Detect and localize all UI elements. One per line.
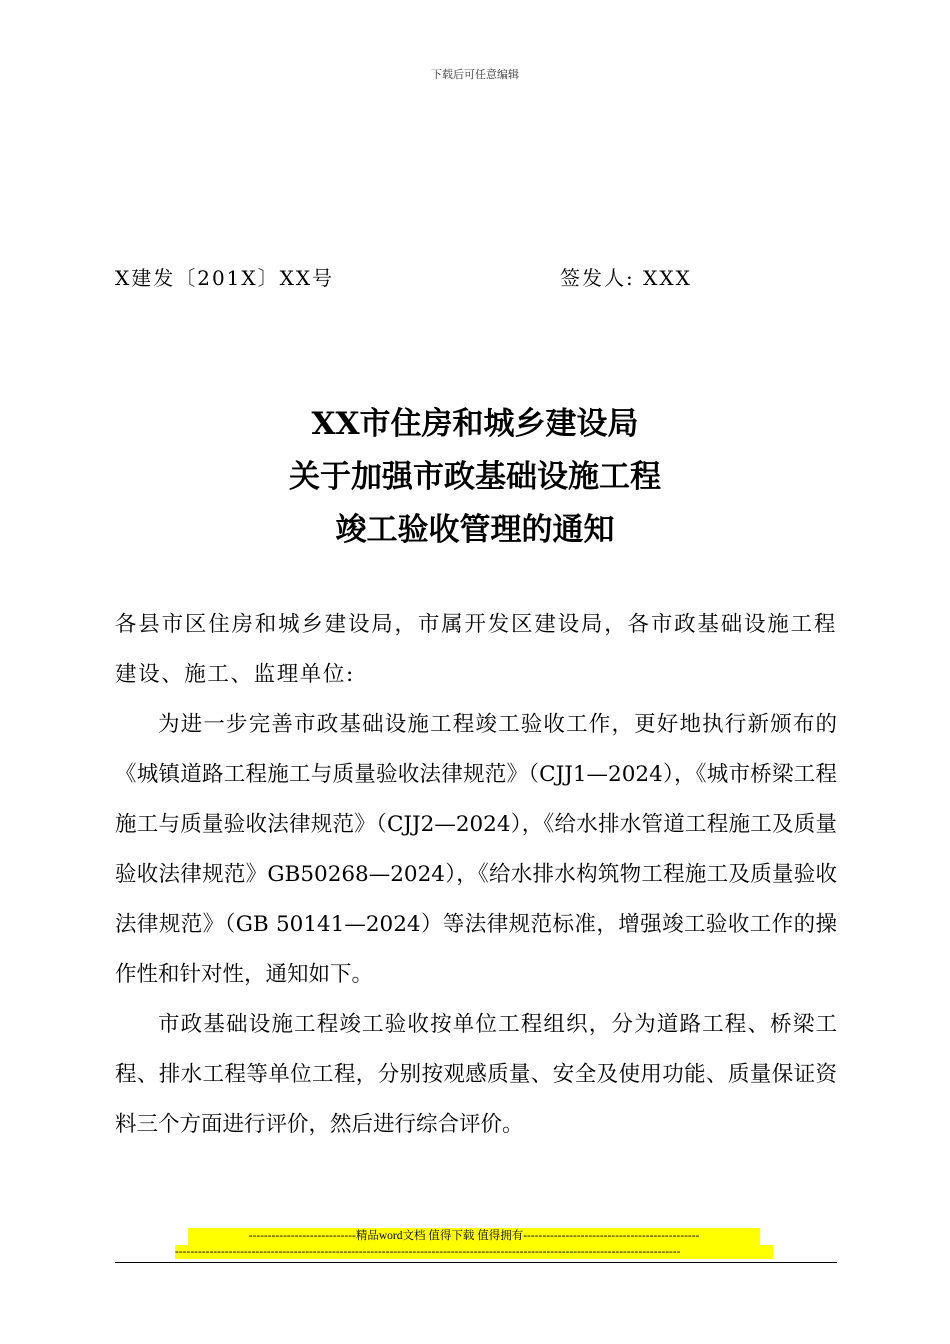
document-title [0,398,950,557]
body-paragraph-2: 市政基础设施工程竣工验收按单位工程组织，分为道路工程、桥梁工程、排水工程等单位工程，分别按观感质量、安全及使用功能、质量保证资料三个方面进行评价，然后进行综合评价。 [115,1012,837,1137]
body-paragraph-1: 为进一步完善市政基础设施工程竣工验收工作，更好地执行新颁布的《城镇道路工程施工与质量验收法律规范》（CJJ1—2024），《城市桥梁工程施工与质量验收法律规范》（CJJ2—2024），《给水排水管道工程施工及质量验收法律规范》GB50268—2024），《给水排水构筑物工程施工及质量验收法律规范》（GB 50141—2024）等法律规范标准，增强竣工验收工作的操作性和针对性，通知如下。 [115,712,837,987]
footer-dash-line: ------------------------------------------------------------------------------------------------------------------------------------ [175,1245,773,1259]
signer: 签发人: XXX [560,266,692,290]
title-line-1: XX市住房和城乡建设局 [311,406,639,442]
title-line-2: 关于加强市政基础设施工程 [289,459,661,495]
addressee: 各县市区住房和城乡建设局，市属开发区建设局，各市政基础设施工程建设、施工、监理单位: [115,612,837,687]
footer-rule [115,1262,837,1263]
document-body [115,600,837,1150]
header-note: 下载后可任意编辑 [431,68,519,81]
document-number: X建发〔201X〕XX号 [115,266,335,290]
title-line-3: 竣工验收管理的通知 [335,512,615,548]
footer-promo-banner: ----------------------------精品word文档 值得下载 值得拥有---------------------------------------------- [188,1228,760,1245]
